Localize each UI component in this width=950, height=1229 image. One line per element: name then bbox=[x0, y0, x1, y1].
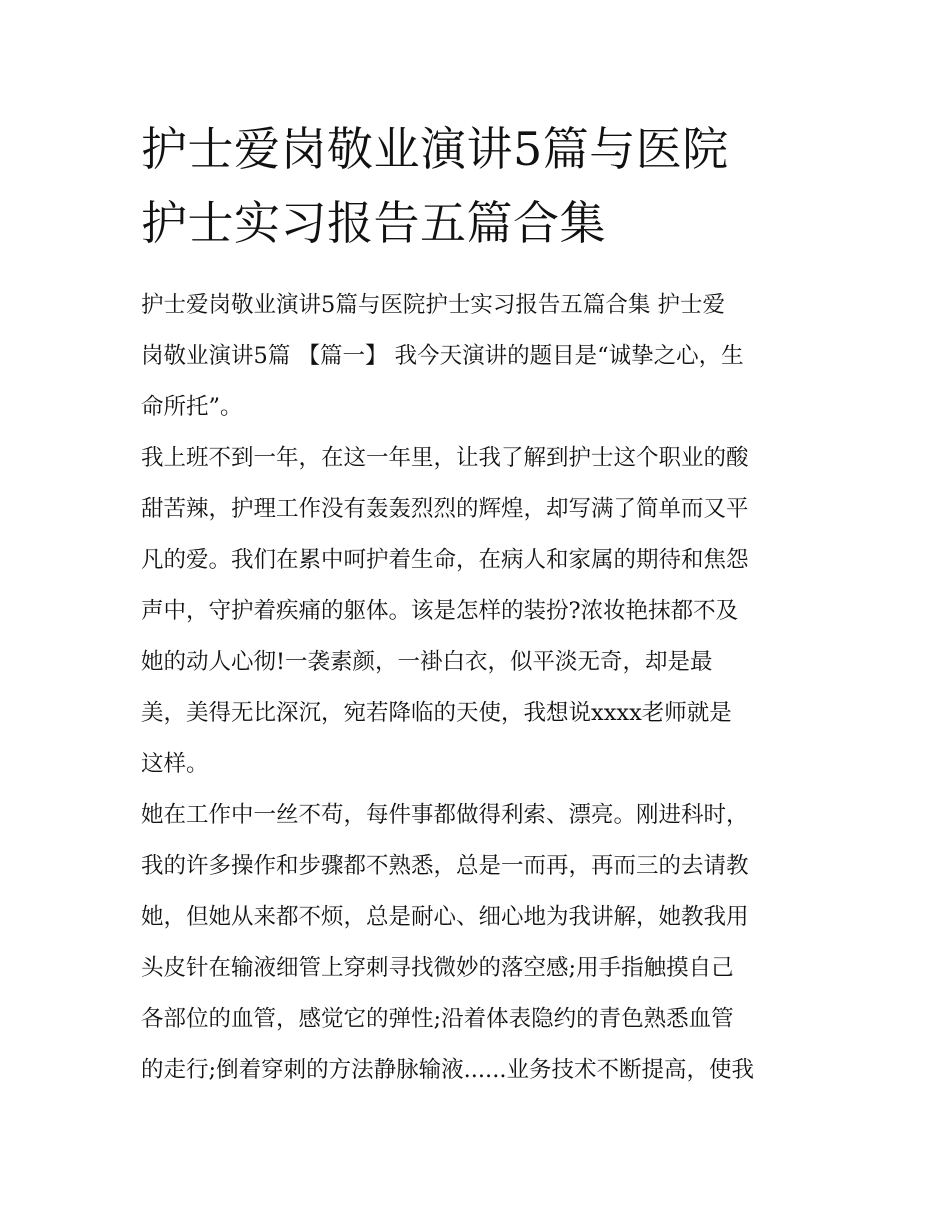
text-line: 的走行;倒着穿刺的方法静脉输液......业务技术不断提高，使我 bbox=[141, 1057, 754, 1083]
title-line: 护士爱岗敬业演讲5篇与医院 bbox=[141, 122, 729, 176]
text-line: 我的许多操作和步骤都不熟悉，总是一而再，再而三的去请教 bbox=[141, 853, 749, 879]
text-line: 各部位的血管，感觉它的弹性;沿着体表隐约的青色熟悉血管 bbox=[141, 1006, 734, 1032]
paragraph-3 bbox=[141, 790, 813, 1096]
text-line: 她，但她从来都不烦，总是耐心、细心地为我讲解，她教我用 bbox=[141, 904, 749, 930]
text-line: 我上班不到一年，在这一年里，让我了解到护士这个职业的酸 bbox=[141, 445, 749, 471]
text-line: 护士爱岗敬业演讲5篇与医院护士实习报告五篇合集 护士爱 bbox=[141, 292, 725, 318]
document-title bbox=[141, 112, 821, 260]
text-line: 她的动人心彻!一袭素颜，一褂白衣，似平淡无奇，却是最 bbox=[141, 649, 713, 675]
document-body bbox=[141, 280, 813, 1096]
text-line: 她在工作中一丝不苟，每件事都做得利索、漂亮。刚进科时， bbox=[141, 802, 749, 828]
text-line: 岗敬业演讲5篇 【篇一】 我今天演讲的题目是“诚挚之心，生 bbox=[141, 343, 744, 369]
text-line: 凡的爱。我们在累中呵护着生命，在病人和家属的期待和焦怨 bbox=[141, 547, 749, 573]
text-line: 这样。 bbox=[141, 751, 209, 777]
paragraph-2 bbox=[141, 433, 813, 790]
text-line: 声中，守护着疾痛的躯体。该是怎样的装扮?浓妆艳抹都不及 bbox=[141, 598, 739, 624]
text-line: 头皮针在输液细管上穿刺寻找微妙的落空感;用手指触摸自己 bbox=[141, 955, 734, 981]
text-line: 美，美得无比深沉，宛若降临的天使，我想说xxxx老师就是 bbox=[141, 700, 732, 726]
paragraph-intro bbox=[141, 280, 813, 433]
text-line: 命所托”。 bbox=[141, 394, 243, 420]
title-line: 护士实习报告五篇合集 bbox=[141, 196, 606, 250]
text-line: 甜苦辣，护理工作没有轰轰烈烈的辉煌，却写满了简单而又平 bbox=[141, 496, 749, 522]
